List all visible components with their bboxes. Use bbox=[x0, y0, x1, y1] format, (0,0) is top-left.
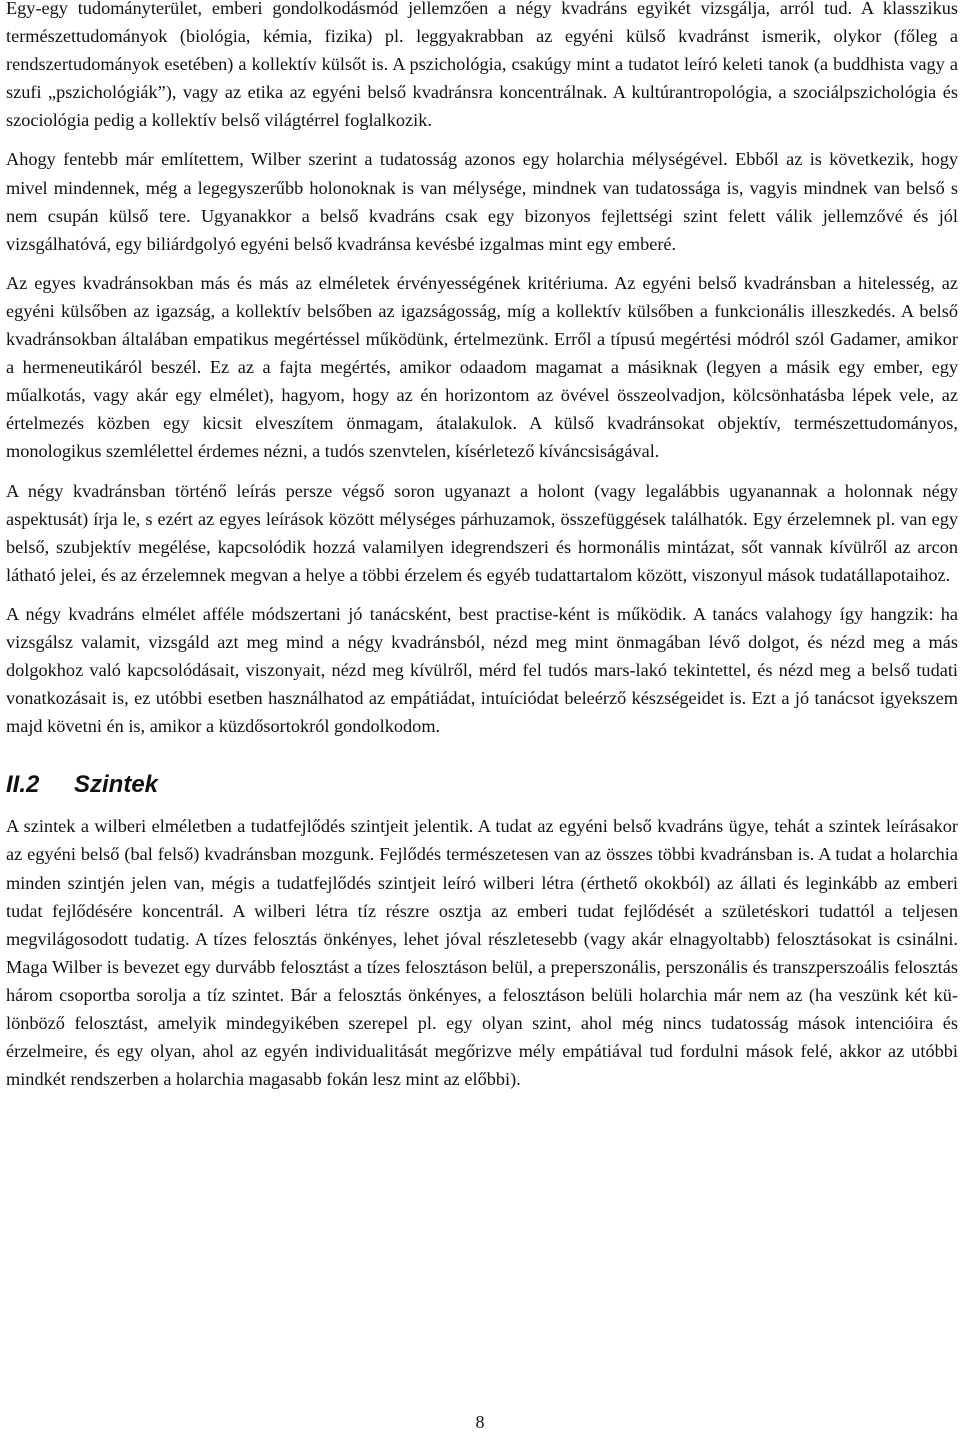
body-paragraph-4: A négy kvadránsban történő leírás persze végső soron ugyanazt a holont (vagy legalábbis ugyanannak a holonnak négy aspektusát) írja le, s ezért az egyes leírások között mélységes párhuzamok, összefüggések találhatók. Egy érzelemnek pl. van egy belső, szubjektív megélése, kapcsolódik hozzá valamilyen idegrendszeri és hormonális mintázat, sőt vannak kívülről az arcon látható jelei, és az érzelemnek megvan a helye a többi érzelem és egyéb tudattartalom között, viszonyul mások tudatállapotaihoz. bbox=[6, 480, 958, 585]
section-title: Szintek bbox=[74, 771, 159, 799]
body-paragraph-3: Az egyes kvadránsokban más és más az elméletek érvényességének kritériuma. Az egyéni belső kvadránsban a hitelesség, az egyéni külsőben az igazság, a kollektív belsőben az igazságosság, míg a kollektív külsőben a funkcionális illeszkedés. A belső kvadránsokban általában empatikus megértéssel működünk, értelmezünk. Erről a típusú megértési módról szól Gadamer, amikor a hermeneutikáról beszél. Ez az a fajta megértés, amikor odaadom magamat a másiknak (legyen a másik egy ember, egy műalkotás, vagy akár egy elmélet), hagyom, hogy az én horizontom az övével összeolvadjon, kölcsönhatásba lépek vele, az értelmezés közben egy kicsit elveszítem önmagam, átalakulok. A külső kvadránsokat objektív, természettudományos, monologikus szemlélettel érdemes nézni, a tudós szenvtelen, kísérletező kíváncsiságával. bbox=[6, 272, 958, 462]
body-paragraph-1: Egy-egy tudományterület, emberi gondolkodásmód jellemzően a négy kvadráns egyikét vizsgálja, arról tud. A klasszikus természettudományok (biológia, kémia, fizika) pl. leggyakrabban az egyéni külső kvadránst ismerik, olykor (főleg a rendszertudományok esetében) a kollektív külsőt is. A pszichológia, csakúgy mint a tudatot leíró keleti tanok (a buddhista vagy a szufi „pszichológiák”), vagy az etika az egyéni belső kvadránsra koncentrálnak. A kultúrantropológia, a szociálpszichológia és szociológia pedig a kollektív belső világtérrel foglalkozik. bbox=[6, 0, 958, 131]
body-paragraph-6: A szintek a wilberi elméletben a tudatfejlődés szintjeit jelentik. A tudat az egyéni belső kvadráns ügye, tehát a szintek leírásakor az egyéni belső (bal felső) kvadránsban mozgunk. Fejlődés természetesen van az összes többi kvadránsban is. A tudat a holarchia minden szintjén jelen van, mégis a tudatfejlődés szintjeit leíró wilberi létra (érthető okokból) az állati és leginkább az emberi tudat fejlődésére koncentrál. A wilberi létra tíz részre osztja az emberi tudat fejlődését a születéskori tudattól a teljesen megvilágosodott tudatig. A tízes felosztás önkényes, lehet jóval részletesebb (vagy akár elnagyoltabb) felosztásokat is csinálni. Maga Wilber is bevezet egy durvább felosztást a tízes felosztáson belül, a preperszonális, perszonális és transzperszoális felosztás három csoportba sorolja a tíz szintet. Bár a felosztás önkényes, a felosztáson belüli holarchia már nem az (ha veszünk két különböző felosztást, amelyik mindegyikében szerepel pl. egy olyan szint, ahol még nincs tudatosság mások intencióira és érzelmeire, és egy olyan, ahol az egyén individualitását megőrizve mély empátiával tud fordulni mások felé, akkor az utóbbi mindkét rendszerben a holarchia magasabb fokán lesz mint az előbbi). bbox=[6, 816, 958, 1090]
body-paragraph-5: A négy kvadráns elmélet afféle módszertani jó tanácsként, best practise-ként is működik. A tanács valahogy így hangzik: ha vizsgálsz valamit, vizsgáld azt meg mind a négy kvadránsból, nézd meg mint önmagában lévő dolgot, és nézd meg a más dolgokhoz való kapcsolódásait, viszonyait, nézd meg kívülről, mérd fel tudós mars-lakó tekintettel, és nézd meg a belső tudati vonatkozásait is, ez utóbbi esetben használhatod az empátiádat, intuíciódat beleérző készségeidet is. Ezt a jó tanácsot igyekszem majd követni én is, amikor a küzdősortokról gondolkodom. bbox=[6, 603, 958, 737]
section-number: II.2 bbox=[6, 771, 40, 799]
section-heading bbox=[6, 770, 958, 800]
page-number: 8 bbox=[475, 1412, 485, 1432]
body-paragraph-2: Ahogy fentebb már említettem, Wilber szerint a tudatosság azonos egy holarchia mélységével. Ebből az is következik, hogy mivel mindennek, még a legegyszerűbb holonoknak is van mélysége, mindnek van tudatossága is, vagyis mindnek van belső s nem csupán külső tere. Ugyanakkor a belső kvadráns csak egy bizonyos fejlettségi szint felett válik jellemzővé és jól vizsgálhatóvá, egy biliárdgolyó egyéni belső kvadránsa kevésbé izgalmas mint egy emberé. bbox=[6, 149, 958, 254]
document-page bbox=[6, 0, 958, 1104]
